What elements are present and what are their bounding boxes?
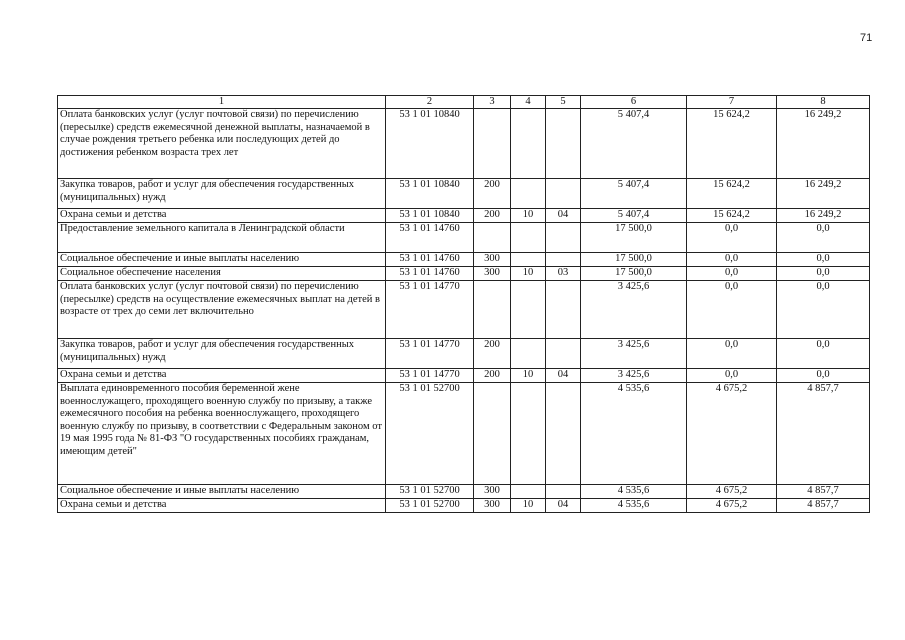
subsection: 04 bbox=[546, 209, 581, 223]
row-name: Охрана семьи и детства bbox=[58, 209, 386, 223]
section: 10 bbox=[511, 499, 546, 513]
section bbox=[511, 253, 546, 267]
amount-year-3: 0,0 bbox=[777, 281, 870, 339]
amount-year-3: 4 857,7 bbox=[777, 383, 870, 485]
amount-year-3: 0,0 bbox=[777, 267, 870, 281]
subsection bbox=[546, 485, 581, 499]
subsection bbox=[546, 223, 581, 253]
section: 10 bbox=[511, 267, 546, 281]
amount-year-1: 3 425,6 bbox=[581, 369, 687, 383]
row-name: Предоставление земельного капитала в Ленинградской области bbox=[58, 223, 386, 253]
target-code: 53 1 01 14760 bbox=[386, 253, 474, 267]
amount-year-2: 15 624,2 bbox=[687, 179, 777, 209]
amount-year-2: 15 624,2 bbox=[687, 109, 777, 179]
subsection bbox=[546, 253, 581, 267]
amount-year-2: 0,0 bbox=[687, 281, 777, 339]
section bbox=[511, 485, 546, 499]
amount-year-1: 4 535,6 bbox=[581, 485, 687, 499]
expense-type bbox=[474, 383, 511, 485]
amount-year-2: 4 675,2 bbox=[687, 383, 777, 485]
target-code: 53 1 01 14770 bbox=[386, 339, 474, 369]
amount-year-2: 0,0 bbox=[687, 223, 777, 253]
table-row bbox=[58, 281, 870, 339]
row-name: Выплата единовременного пособия беременной жене военнослужащего, проходящего военную службу по призыву, а также ежемесячного пособия на ребенка военнослужащего, проходящего военную службу по призыву, в соответствии с Федеральным законом от 19 мая 1995 года № 81-ФЗ "О государственных пособиях гражданам, имеющим детей" bbox=[58, 383, 386, 485]
column-header: 8 bbox=[777, 96, 870, 109]
expense-type: 200 bbox=[474, 339, 511, 369]
amount-year-3: 16 249,2 bbox=[777, 179, 870, 209]
target-code: 53 1 01 14760 bbox=[386, 267, 474, 281]
table-row bbox=[58, 339, 870, 369]
expense-type: 200 bbox=[474, 369, 511, 383]
section bbox=[511, 339, 546, 369]
table-header-row bbox=[58, 96, 870, 109]
row-name: Социальное обеспечение и иные выплаты населению bbox=[58, 485, 386, 499]
expense-type: 200 bbox=[474, 179, 511, 209]
table-row bbox=[58, 253, 870, 267]
amount-year-3: 0,0 bbox=[777, 253, 870, 267]
column-header: 6 bbox=[581, 96, 687, 109]
page-number: 71 bbox=[860, 32, 873, 44]
row-name: Охрана семьи и детства bbox=[58, 499, 386, 513]
amount-year-3: 4 857,7 bbox=[777, 485, 870, 499]
column-header: 2 bbox=[386, 96, 474, 109]
section bbox=[511, 179, 546, 209]
table-row bbox=[58, 109, 870, 179]
table-row bbox=[58, 383, 870, 485]
amount-year-2: 0,0 bbox=[687, 369, 777, 383]
table-row bbox=[58, 267, 870, 281]
row-name: Охрана семьи и детства bbox=[58, 369, 386, 383]
amount-year-2: 4 675,2 bbox=[687, 499, 777, 513]
column-header: 3 bbox=[474, 96, 511, 109]
expense-type bbox=[474, 281, 511, 339]
expense-type: 300 bbox=[474, 499, 511, 513]
amount-year-3: 0,0 bbox=[777, 339, 870, 369]
amount-year-1: 3 425,6 bbox=[581, 339, 687, 369]
section bbox=[511, 383, 546, 485]
subsection bbox=[546, 109, 581, 179]
target-code: 53 1 01 52700 bbox=[386, 383, 474, 485]
column-header: 4 bbox=[511, 96, 546, 109]
row-name: Социальное обеспечение населения bbox=[58, 267, 386, 281]
amount-year-2: 0,0 bbox=[687, 339, 777, 369]
amount-year-3: 16 249,2 bbox=[777, 209, 870, 223]
amount-year-3: 0,0 bbox=[777, 369, 870, 383]
amount-year-3: 0,0 bbox=[777, 223, 870, 253]
subsection bbox=[546, 383, 581, 485]
table-row bbox=[58, 369, 870, 383]
target-code: 53 1 01 14760 bbox=[386, 223, 474, 253]
row-name: Социальное обеспечение и иные выплаты населению bbox=[58, 253, 386, 267]
amount-year-1: 5 407,4 bbox=[581, 109, 687, 179]
amount-year-1: 5 407,4 bbox=[581, 179, 687, 209]
target-code: 53 1 01 14770 bbox=[386, 281, 474, 339]
table-row bbox=[58, 179, 870, 209]
amount-year-2: 0,0 bbox=[687, 253, 777, 267]
target-code: 53 1 01 52700 bbox=[386, 499, 474, 513]
amount-year-2: 0,0 bbox=[687, 267, 777, 281]
amount-year-1: 3 425,6 bbox=[581, 281, 687, 339]
table-row bbox=[58, 223, 870, 253]
subsection bbox=[546, 281, 581, 339]
amount-year-2: 4 675,2 bbox=[687, 485, 777, 499]
amount-year-1: 17 500,0 bbox=[581, 223, 687, 253]
section: 10 bbox=[511, 209, 546, 223]
expense-type bbox=[474, 109, 511, 179]
amount-year-1: 5 407,4 bbox=[581, 209, 687, 223]
subsection bbox=[546, 179, 581, 209]
budget-table bbox=[57, 95, 870, 513]
expense-type: 300 bbox=[474, 253, 511, 267]
expense-type: 300 bbox=[474, 485, 511, 499]
section bbox=[511, 223, 546, 253]
amount-year-1: 17 500,0 bbox=[581, 267, 687, 281]
expense-type bbox=[474, 223, 511, 253]
subsection bbox=[546, 339, 581, 369]
target-code: 53 1 01 10840 bbox=[386, 179, 474, 209]
amount-year-1: 4 535,6 bbox=[581, 499, 687, 513]
amount-year-3: 16 249,2 bbox=[777, 109, 870, 179]
section bbox=[511, 281, 546, 339]
subsection: 04 bbox=[546, 499, 581, 513]
table-row bbox=[58, 499, 870, 513]
row-name: Оплата банковских услуг (услуг почтовой связи) по перечислению (пересылке) средств ежемесячной денежной выплаты, назначаемой в случае рождения третьего ребенка или последующих детей до достижения ребенком возраста трех лет bbox=[58, 109, 386, 179]
amount-year-3: 4 857,7 bbox=[777, 499, 870, 513]
expense-type: 300 bbox=[474, 267, 511, 281]
section: 10 bbox=[511, 369, 546, 383]
expense-type: 200 bbox=[474, 209, 511, 223]
column-header: 7 bbox=[687, 96, 777, 109]
target-code: 53 1 01 52700 bbox=[386, 485, 474, 499]
row-name: Оплата банковских услуг (услуг почтовой связи) по перечислению (пересылке) средств на осуществление ежемесячных выплат на детей в возрасте от трех до семи лет включительно bbox=[58, 281, 386, 339]
section bbox=[511, 109, 546, 179]
row-name: Закупка товаров, работ и услуг для обеспечения государственных (муниципальных) нужд bbox=[58, 179, 386, 209]
target-code: 53 1 01 10840 bbox=[386, 109, 474, 179]
table-row bbox=[58, 485, 870, 499]
column-header: 1 bbox=[58, 96, 386, 109]
table-row bbox=[58, 209, 870, 223]
target-code: 53 1 01 10840 bbox=[386, 209, 474, 223]
subsection: 04 bbox=[546, 369, 581, 383]
amount-year-2: 15 624,2 bbox=[687, 209, 777, 223]
column-header: 5 bbox=[546, 96, 581, 109]
amount-year-1: 17 500,0 bbox=[581, 253, 687, 267]
subsection: 03 bbox=[546, 267, 581, 281]
row-name: Закупка товаров, работ и услуг для обеспечения государственных (муниципальных) нужд bbox=[58, 339, 386, 369]
amount-year-1: 4 535,6 bbox=[581, 383, 687, 485]
target-code: 53 1 01 14770 bbox=[386, 369, 474, 383]
